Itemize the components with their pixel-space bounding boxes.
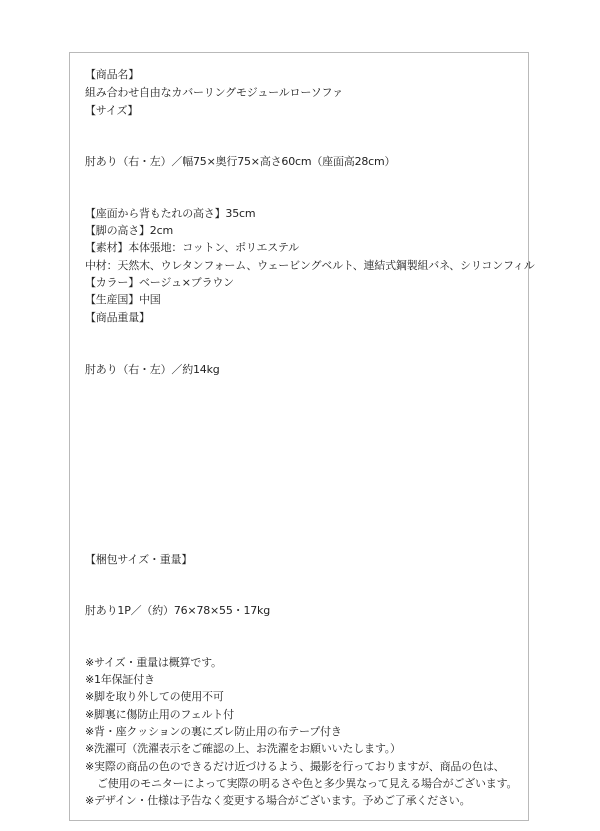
size-value: 肘あり（右・左）／幅75×奥行75×高さ60cm（座面高28cm） xyxy=(85,155,396,168)
note-item: ※脚裏に傷防止用のフェルト付 xyxy=(85,708,234,721)
weight-value: 肘あり（右・左）／約14kg xyxy=(85,363,220,376)
note-item: ※洗濯可（洗濯表示をご確認の上、お洗濯をお願いいたします。） xyxy=(85,742,401,755)
origin: 【生産国】中国 xyxy=(85,293,161,306)
product-name-label: 【商品名】 xyxy=(85,68,139,81)
filling: 中材：天然木、ウレタンフォーム、ウェービングベルト、連結式鋼製組バネ、シリコンフィル xyxy=(85,259,535,272)
package-label: 【梱包サイズ・重量】 xyxy=(85,553,193,566)
color: 【カラー】ベージュ×ブラウン xyxy=(85,276,234,289)
backrest-height: 【座面から背もたれの高さ】35cm xyxy=(85,207,256,220)
note-item: ※1年保証付き xyxy=(85,673,155,686)
size-label: 【サイズ】 xyxy=(85,104,139,117)
weight-label: 【商品重量】 xyxy=(85,311,150,324)
note-item: ※背・座クッションの裏にズレ防止用の布テープ付き xyxy=(85,725,342,738)
note-item: ※脚を取り外しての使用不可 xyxy=(85,690,224,703)
note-item: ※サイズ・重量は概算です。 xyxy=(85,656,222,669)
package-value: 肘あり1P／（約）76×78×55・17kg xyxy=(85,604,271,617)
product-name: 組み合わせ自由なカバーリングモジュールローソファ xyxy=(85,86,343,99)
material: 【素材】本体張地：コットン、ポリエステル xyxy=(85,241,299,254)
leg-height: 【脚の高さ】2cm xyxy=(85,224,173,237)
note-item: ※実際の商品の色のできるだけ近づけるよう、撮影を行っておりますが、商品の色は、 xyxy=(85,760,505,773)
note-item: ご使用のモニターによって実際の明るさや色と多少異なって見える場合がございます。 xyxy=(97,777,518,790)
note-item: ※デザイン・仕様は予告なく変更する場合がございます。予めご了承ください。 xyxy=(85,794,471,807)
